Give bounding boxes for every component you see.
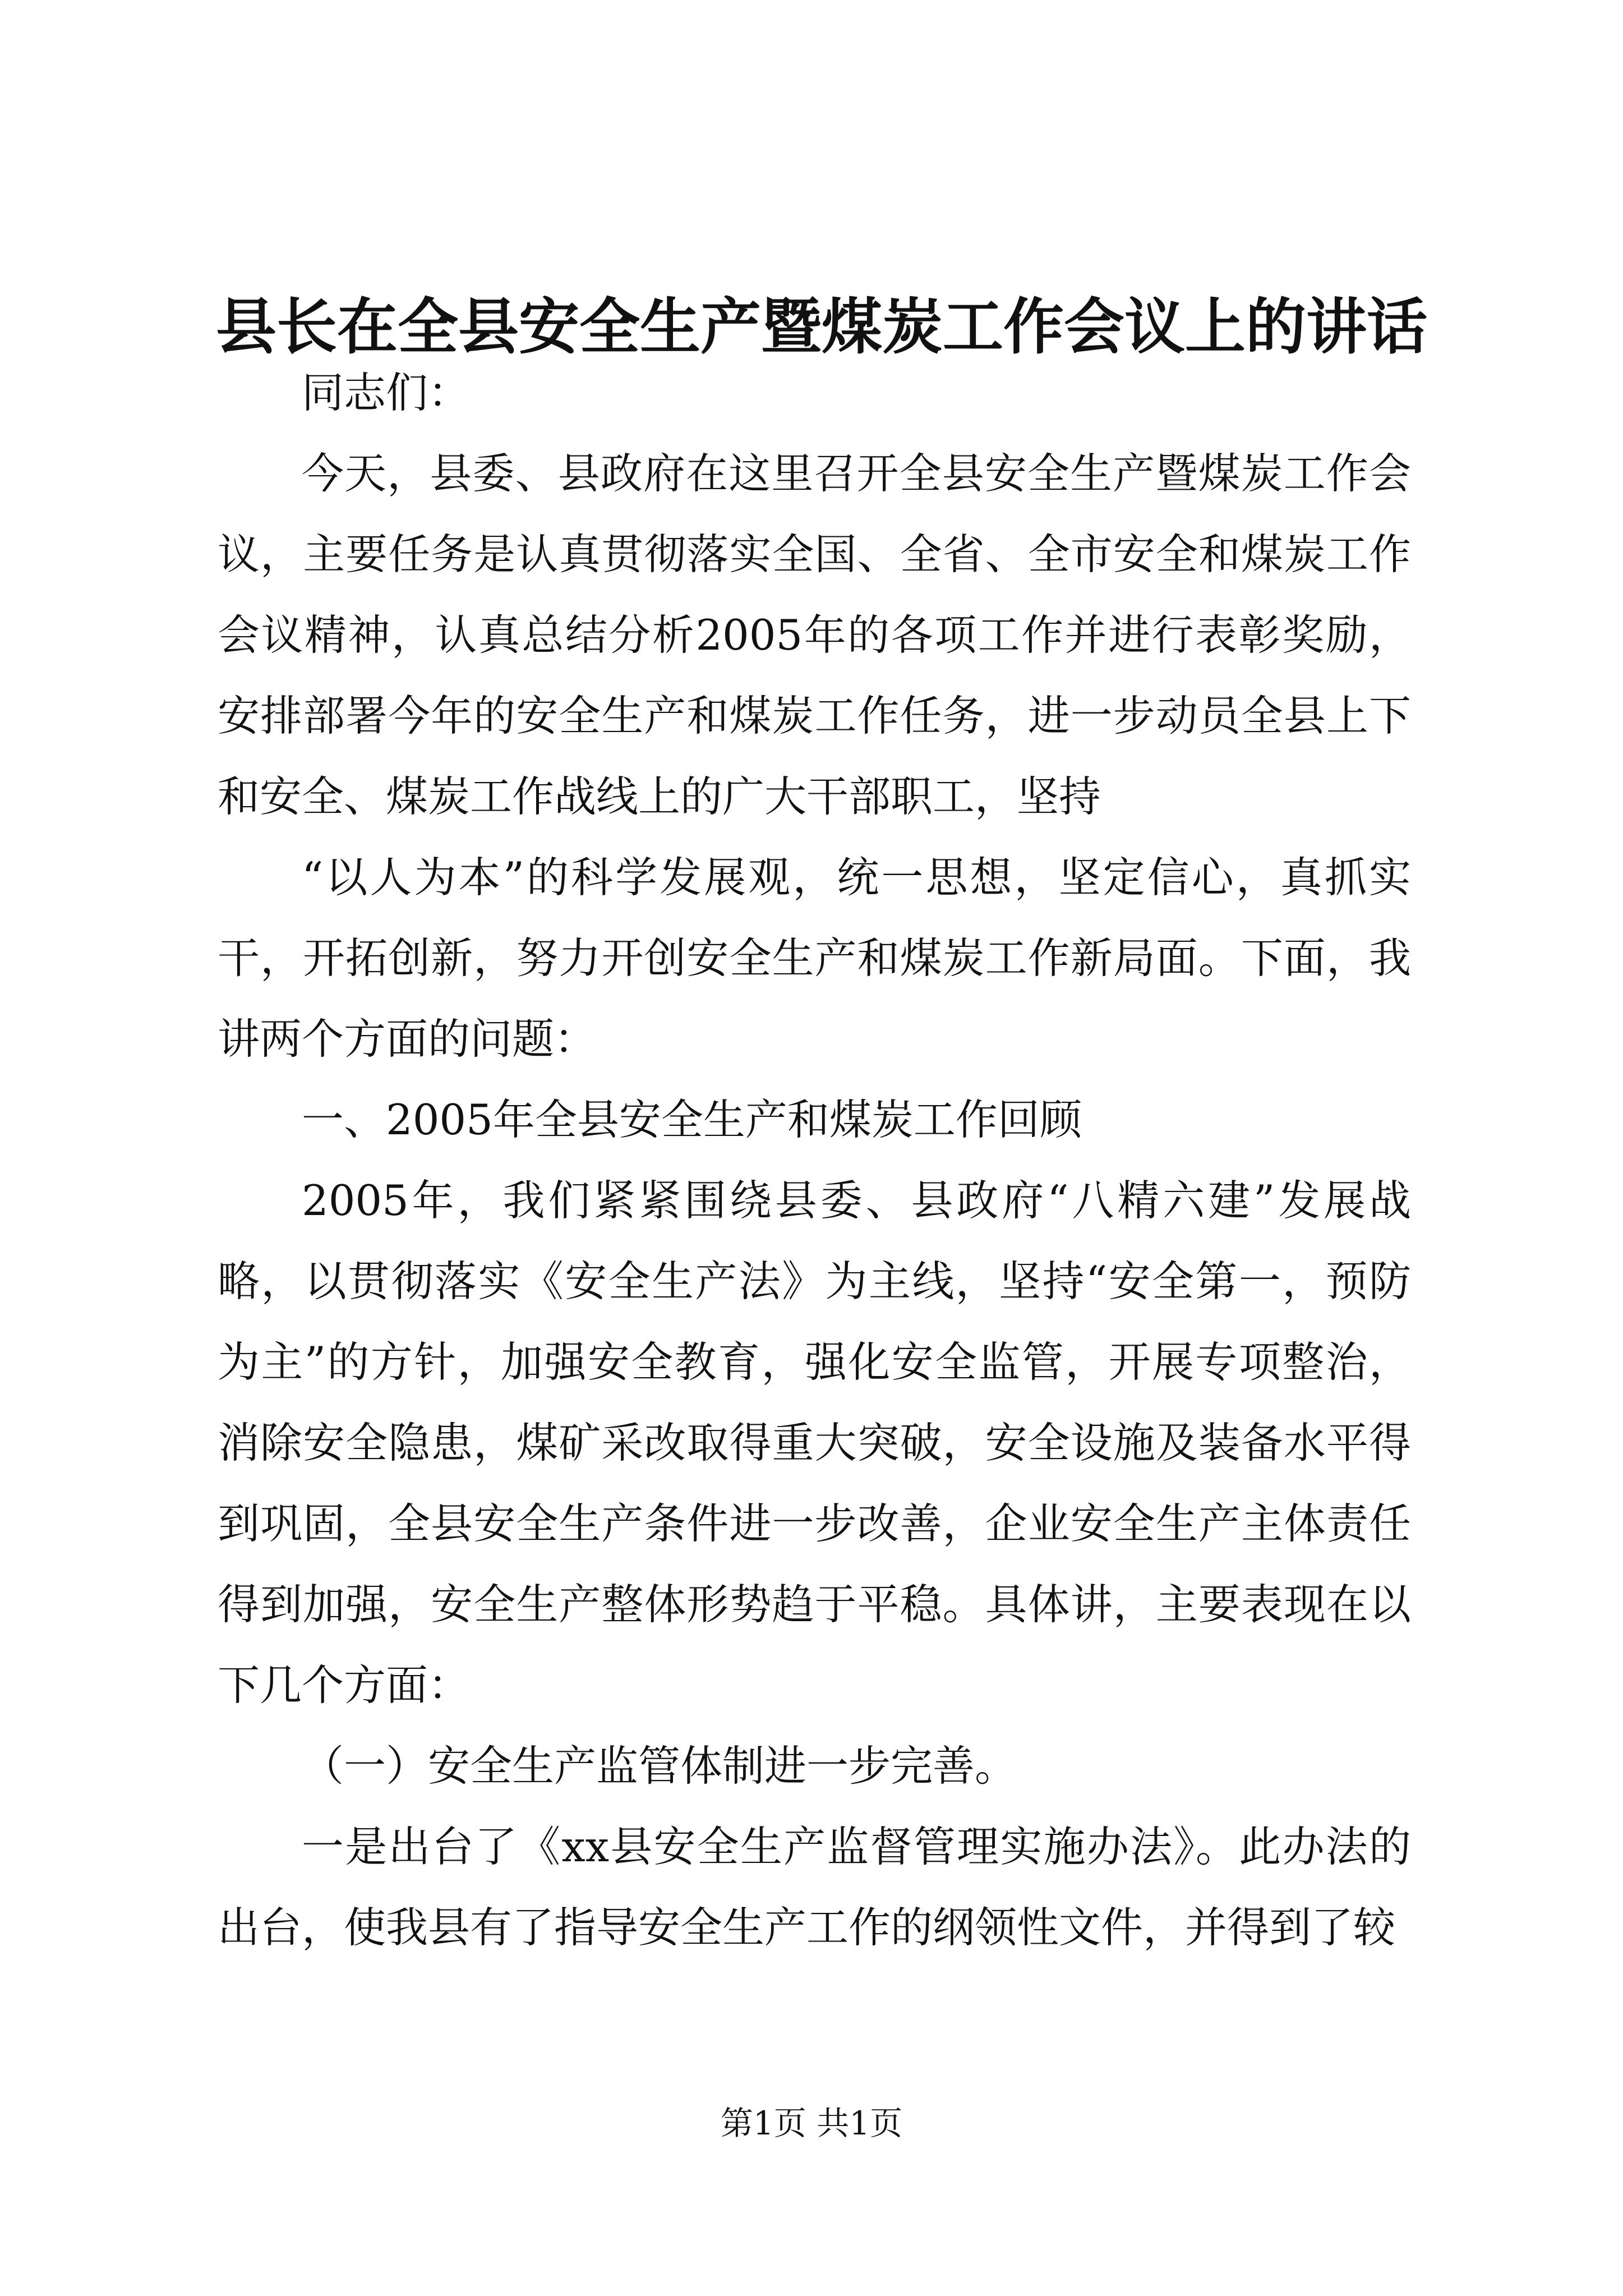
document-body xyxy=(218,352,1411,1968)
paragraph-measures: 一是出台了《xx县安全生产监督管理实施办法》。此办法的出台，使我县有了指导安全生产工作的纲领性文件，并得到了较 xyxy=(218,1822,1411,1952)
paragraph-continuation: “以人为本”的科学发展观，统一思想，坚定信心，真抓实干，开拓创新，努力开创安全生产和煤炭工作新局面。下面，我讲两个方面的问题： xyxy=(218,853,1411,1064)
paragraph-review-summary: 2005年，我们紧紧围绕县委、县政府“八精六建”发展战略，以贯彻落实《安全生产法》为主线，坚持“安全第一，预防为主”的方针，加强安全教育，强化安全监管，开展专项整治，消除安全隐患，煤矿采改取得重大突破，安全设施及装备水平得到巩固，全县安全生产条件进一步改善，企业安全生产主体责任得到加强，安全生产整体形势趋于平稳。具体讲，主要表现在以下几个方面： xyxy=(218,1176,1411,1710)
salutation: 同志们： xyxy=(302,368,471,417)
section-heading-review: 一、2005年全县安全生产和煤炭工作回顾 xyxy=(302,1095,1082,1144)
subsection-heading-supervision: （一）安全生产监管体制进一步完善。 xyxy=(302,1741,1017,1791)
page-footer: 第1页 共1页 xyxy=(720,2104,903,2142)
paragraph-opening: 今天，县委、县政府在这里召开全县安全生产暨煤炭工作会议，主要任务是认真贯彻落实全国、全省、全市安全和煤炭工作会议精神，认真总结分析2005年的各项工作并进行表彰奖励，安排部署今年的安全生产和煤炭工作任务，进一步动员全县上下和安全、煤炭工作战线上的广大干部职工，坚持 xyxy=(218,449,1411,821)
document-title: 县长在全县安全生产暨煤炭工作会议上的讲话 xyxy=(216,292,1428,362)
